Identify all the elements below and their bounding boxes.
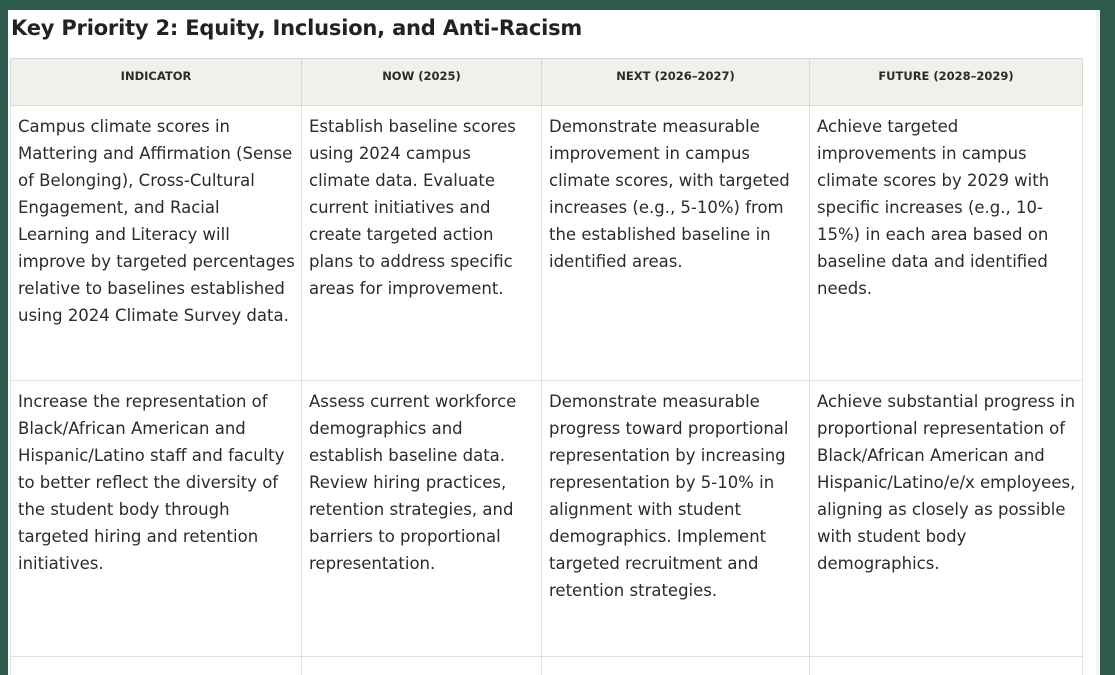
empty-cell [302, 657, 542, 675]
empty-cell [810, 657, 1083, 675]
column-header-now: NOW (2025) [302, 59, 542, 106]
table-header-row [11, 59, 1083, 106]
next-cell: Demonstrate measurable improvement in campus climate scores, with targeted increases (e.g., 5-10%) from the established baseline in identified areas. [542, 106, 810, 381]
document-page [8, 10, 1100, 675]
next-cell: Demonstrate measurable progress toward proportional representation by increasing representation by 5-10% in alignment with student demographics. Implement targeted recruitment and retention strategies. [542, 381, 810, 657]
indicator-cell: Campus climate scores in Mattering and Affirmation (Sense of Belonging), Cross-Cultural Engagement, and Racial Learning and Literacy will improve by targeted percentages relative to baselines established using 2024 Climate Survey data. [11, 106, 302, 381]
section-heading: Key Priority 2: Equity, Inclusion, and Anti-Racism [11, 16, 583, 40]
table-row-partial [11, 657, 1083, 675]
column-header-future: FUTURE (2028–2029) [810, 59, 1083, 106]
future-cell: Achieve substantial progress in proportional representation of Black/African American and Hispanic/Latino/e/x employees, aligning as closely as possible with student body demographics. [810, 381, 1083, 657]
table-row [11, 381, 1083, 657]
table-row [11, 106, 1083, 381]
now-cell: Assess current workforce demographics and establish baseline data. Review hiring practices, retention strategies, and barriers to proportional representation. [302, 381, 542, 657]
empty-cell [11, 657, 302, 675]
page-edge-strip [1096, 10, 1100, 675]
priority-table [10, 58, 1083, 675]
now-cell: Establish baseline scores using 2024 campus climate data. Evaluate current initiatives and create targeted action plans to address specific areas for improvement. [302, 106, 542, 381]
column-header-indicator: INDICATOR [11, 59, 302, 106]
indicator-cell: Increase the representation of Black/African American and Hispanic/Latino staff and faculty to better reflect the diversity of the student body through targeted hiring and retention initiatives. [11, 381, 302, 657]
empty-cell [542, 657, 810, 675]
future-cell: Achieve targeted improvements in campus climate scores by 2029 with specific increases (e.g., 10-15%) in each area based on baseline data and identified needs. [810, 106, 1083, 381]
column-header-next: NEXT (2026–2027) [542, 59, 810, 106]
